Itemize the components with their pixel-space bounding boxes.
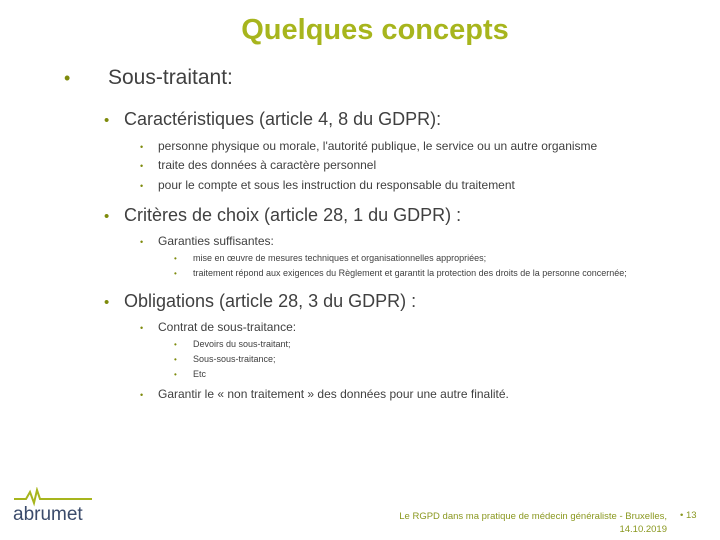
bullet-marker: • (140, 237, 144, 247)
list-item (140, 139, 597, 153)
bullet-marker: • (174, 254, 177, 263)
bullet-marker: • (140, 142, 144, 152)
bullet-marker: • (174, 370, 177, 379)
footer-text (345, 510, 667, 536)
bullet-marker: • (174, 269, 177, 278)
sub-list-item (174, 369, 206, 379)
list-item (140, 320, 296, 334)
section-criteres (104, 205, 461, 226)
list-item (140, 234, 274, 248)
bullet-marker: • (104, 112, 110, 129)
sub-list-item-text: traitement répond aux exigences du Règlement et garantit la protection des droits de la personne concernée; (193, 268, 627, 278)
list-item-text: pour le compte et sous les instruction du responsable du traitement (158, 178, 515, 192)
bullet-marker: • (140, 323, 144, 333)
logo-text: abrumet (13, 504, 83, 525)
bullet-marker: • (174, 340, 177, 349)
footer-line-1: Le RGPD dans ma pratique de médecin généraliste - Bruxelles, (399, 511, 667, 522)
list-item (140, 158, 376, 172)
sub-list-item-text: Sous-sous-traitance; (193, 354, 276, 364)
list-item-text: personne physique ou morale, l'autorité publique, le service ou un autre organisme (158, 139, 598, 153)
list-item-text: Garanties suffisantes: (158, 234, 274, 248)
list-item-text: traite des données à caractère personnel (158, 158, 377, 172)
list-item-text: Contrat de sous-traitance: (158, 320, 297, 334)
bullet-marker: • (140, 390, 144, 400)
sub-list-item-text: mise en œuvre de mesures techniques et organisationnelles appropriées; (193, 253, 487, 263)
bullet-marker: • (680, 510, 686, 521)
list-item-text: Garantir le « non traitement » des données pour une autre finalité. (158, 387, 509, 401)
abrumet-logo (12, 487, 94, 530)
section-caracteristiques (104, 109, 441, 130)
heartbeat-line-icon (12, 487, 94, 525)
page-number (680, 510, 697, 521)
sub-list-item-text: Etc (193, 369, 207, 379)
section-obligations (104, 291, 416, 312)
bullet-marker: • (104, 294, 110, 311)
section-heading: Caractéristiques (article 4, 8 du GDPR): (124, 109, 442, 129)
list-item (140, 178, 515, 192)
bullet-text: Sous-traitant: (108, 66, 233, 89)
bullet-marker: • (64, 68, 71, 88)
sub-list-item (174, 253, 486, 263)
footer-line-2: 14.10.2019 (619, 524, 667, 535)
section-heading: Obligations (article 28, 3 du GDPR) : (124, 291, 417, 311)
sub-list-item-text: Devoirs du sous-traitant; (193, 339, 291, 349)
sub-list-item (174, 339, 291, 349)
bullet-marker: • (174, 355, 177, 364)
bullet-sous-traitant (64, 66, 233, 90)
sub-list-item (174, 354, 276, 364)
bullet-marker: • (140, 161, 144, 171)
bullet-marker: • (104, 208, 110, 225)
bullet-marker: • (140, 181, 144, 191)
section-heading: Critères de choix (article 28, 1 du GDPR) : (124, 205, 462, 225)
page-number-text: 13 (685, 510, 697, 521)
list-item (140, 387, 509, 401)
slide-title: Quelques concepts (241, 14, 509, 46)
sub-list-item (174, 268, 627, 278)
